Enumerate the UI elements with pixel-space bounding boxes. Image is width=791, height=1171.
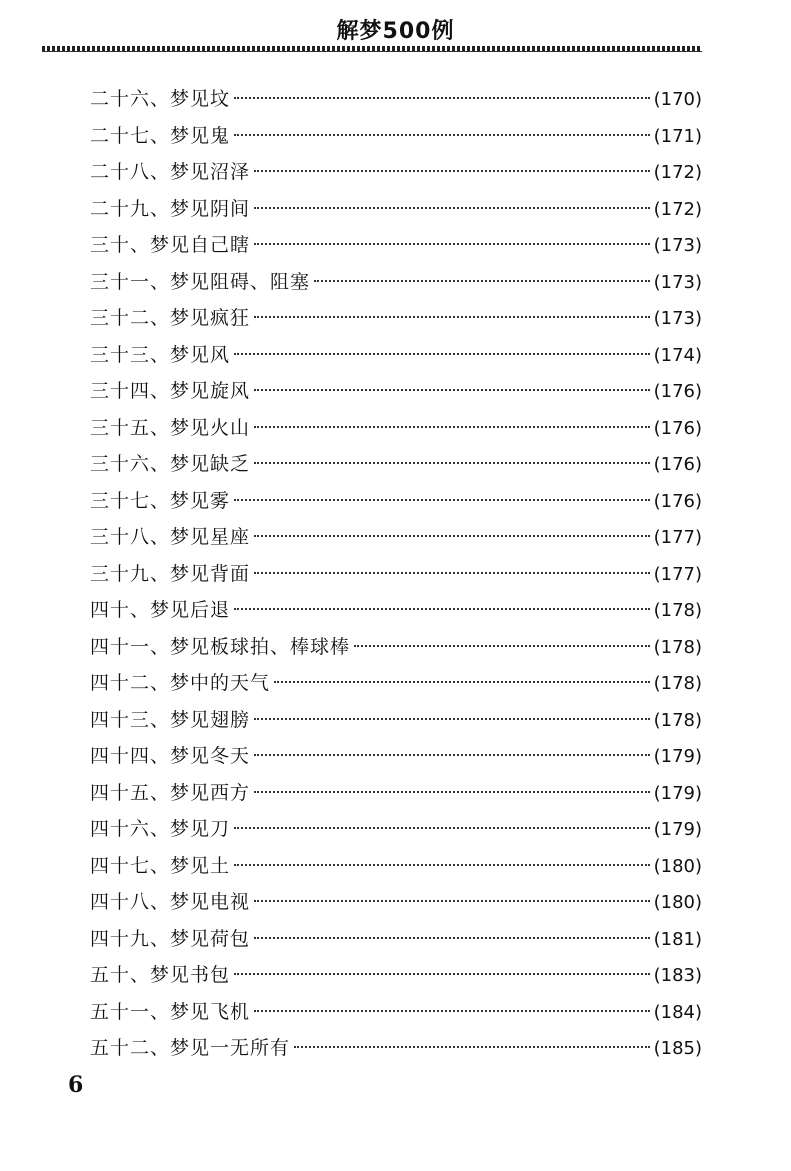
toc-entry-page: (173) [653, 235, 702, 256]
dot-leader [254, 389, 650, 391]
toc-entry-page: (179) [653, 782, 702, 804]
toc-entry-page: (174) [653, 344, 702, 366]
toc-entry-page: (176) [653, 381, 702, 402]
toc-entry-page: (176) [653, 454, 702, 475]
toc-entry-page: (177) [653, 527, 702, 548]
dot-leader [254, 316, 650, 318]
toc-entry [90, 997, 702, 1034]
toc-entry [90, 1033, 702, 1070]
toc-entry-title: 二十六、梦见坟 [90, 88, 231, 110]
toc-entry-title: 二十八、梦见沼泽 [90, 161, 251, 183]
toc-entry [90, 559, 702, 596]
dot-leader [254, 1010, 650, 1012]
dot-leader [254, 170, 650, 172]
toc-entry [90, 230, 702, 267]
dot-leader [254, 791, 650, 793]
toc-entry-page: (180) [653, 855, 702, 877]
toc-entry [90, 522, 702, 559]
toc-entry-title: 三十六、梦见缺乏 [90, 453, 251, 475]
toc-entry-page: (170) [653, 89, 702, 110]
toc-entry-title: 三十七、梦见雾 [90, 489, 231, 512]
dot-leader [234, 827, 650, 829]
dot-leader [234, 353, 650, 355]
toc-entry [90, 705, 702, 742]
dot-leader [254, 462, 650, 464]
dot-leader [254, 718, 650, 720]
toc-entry-title: 四十五、梦见西方 [90, 781, 251, 804]
toc-entry-title: 三十四、梦见旋风 [90, 380, 251, 402]
toc-entry [90, 486, 702, 523]
dot-leader [254, 754, 650, 756]
toc-entry [90, 741, 702, 778]
running-header-title: 解梦500例 [336, 19, 455, 44]
dot-leader [274, 681, 650, 683]
toc-entry-title: 三十二、梦见疯狂 [90, 307, 251, 329]
toc-entry [90, 84, 702, 121]
toc-entry-page: (172) [653, 198, 702, 220]
toc-entry-page: (179) [653, 746, 702, 767]
dot-leader [254, 426, 650, 428]
dot-leader [234, 134, 650, 136]
dot-leader [254, 900, 650, 902]
toc-entry [90, 267, 702, 304]
toc-entry-title: 三十一、梦见阻碍、阻塞 [90, 270, 311, 293]
toc-entry-title: 二十七、梦见鬼 [90, 124, 231, 147]
toc-entry-page: (173) [653, 271, 702, 293]
toc-entry-page: (183) [653, 965, 702, 986]
dot-leader [254, 535, 650, 537]
page-number: 6 [68, 1072, 84, 1098]
toc-entry-title: 二十九、梦见阴间 [90, 197, 251, 220]
toc-entry-page: (178) [653, 673, 702, 694]
toc-entry-page: (184) [653, 1001, 702, 1023]
dot-leader [234, 864, 650, 866]
toc-entry-page: (178) [653, 709, 702, 731]
toc-entry [90, 157, 702, 194]
toc-entry-page: (176) [653, 417, 702, 439]
toc-entry-title: 三十、梦见自己瞎 [90, 234, 251, 256]
toc-entry [90, 121, 702, 158]
toc-entry-page: (185) [653, 1038, 702, 1059]
toc-entry [90, 668, 702, 705]
toc-entry-page: (179) [653, 819, 702, 840]
table-of-contents [90, 84, 702, 1070]
dot-leader [314, 280, 650, 282]
dot-leader [294, 1046, 650, 1048]
dot-leader [254, 243, 650, 245]
toc-entry-page: (172) [653, 162, 702, 183]
toc-entry-page: (171) [653, 125, 702, 147]
toc-entry-page: (180) [653, 892, 702, 913]
toc-entry-title: 三十五、梦见火山 [90, 416, 251, 439]
toc-entry-title: 四十四、梦见冬天 [90, 745, 251, 767]
toc-entry [90, 778, 702, 815]
toc-entry [90, 851, 702, 888]
toc-entry-page: (178) [653, 636, 702, 658]
toc-entry-title: 四十六、梦见刀 [90, 818, 231, 840]
toc-entry [90, 632, 702, 669]
header-rule [42, 46, 702, 52]
toc-entry-title: 四十一、梦见板球拍、棒球棒 [90, 635, 351, 658]
dot-leader [254, 937, 650, 939]
dot-leader [254, 572, 650, 574]
toc-entry-page: (178) [653, 600, 702, 621]
toc-entry [90, 194, 702, 231]
toc-entry-title: 三十八、梦见星座 [90, 526, 251, 548]
toc-entry-title: 四十七、梦见土 [90, 854, 231, 877]
toc-entry-page: (177) [653, 563, 702, 585]
dot-leader [234, 973, 650, 975]
toc-entry [90, 924, 702, 961]
toc-entry [90, 376, 702, 413]
toc-entry-title: 四十八、梦见电视 [90, 891, 251, 913]
toc-entry [90, 814, 702, 851]
toc-entry [90, 595, 702, 632]
dot-leader [234, 97, 650, 99]
toc-entry-page: (181) [653, 928, 702, 950]
toc-entry [90, 887, 702, 924]
toc-entry-title: 四十二、梦中的天气 [90, 672, 271, 694]
toc-entry [90, 449, 702, 486]
toc-entry-title: 五十、梦见书包 [90, 964, 231, 986]
toc-entry [90, 413, 702, 450]
toc-entry-title: 四十三、梦见翅膀 [90, 708, 251, 731]
toc-entry [90, 303, 702, 340]
toc-entry-title: 五十一、梦见飞机 [90, 1000, 251, 1023]
dot-leader [254, 207, 650, 209]
dot-leader [234, 499, 650, 501]
toc-entry-page: (176) [653, 490, 702, 512]
toc-entry-title: 四十、梦见后退 [90, 599, 231, 621]
toc-entry [90, 960, 702, 997]
toc-entry-title: 四十九、梦见荷包 [90, 927, 251, 950]
dot-leader [354, 645, 650, 647]
toc-entry-title: 三十九、梦见背面 [90, 562, 251, 585]
toc-entry [90, 340, 702, 377]
dot-leader [234, 608, 650, 610]
toc-entry-title: 五十二、梦见一无所有 [90, 1037, 291, 1059]
toc-entry-title: 三十三、梦见风 [90, 343, 231, 366]
toc-entry-page: (173) [653, 308, 702, 329]
